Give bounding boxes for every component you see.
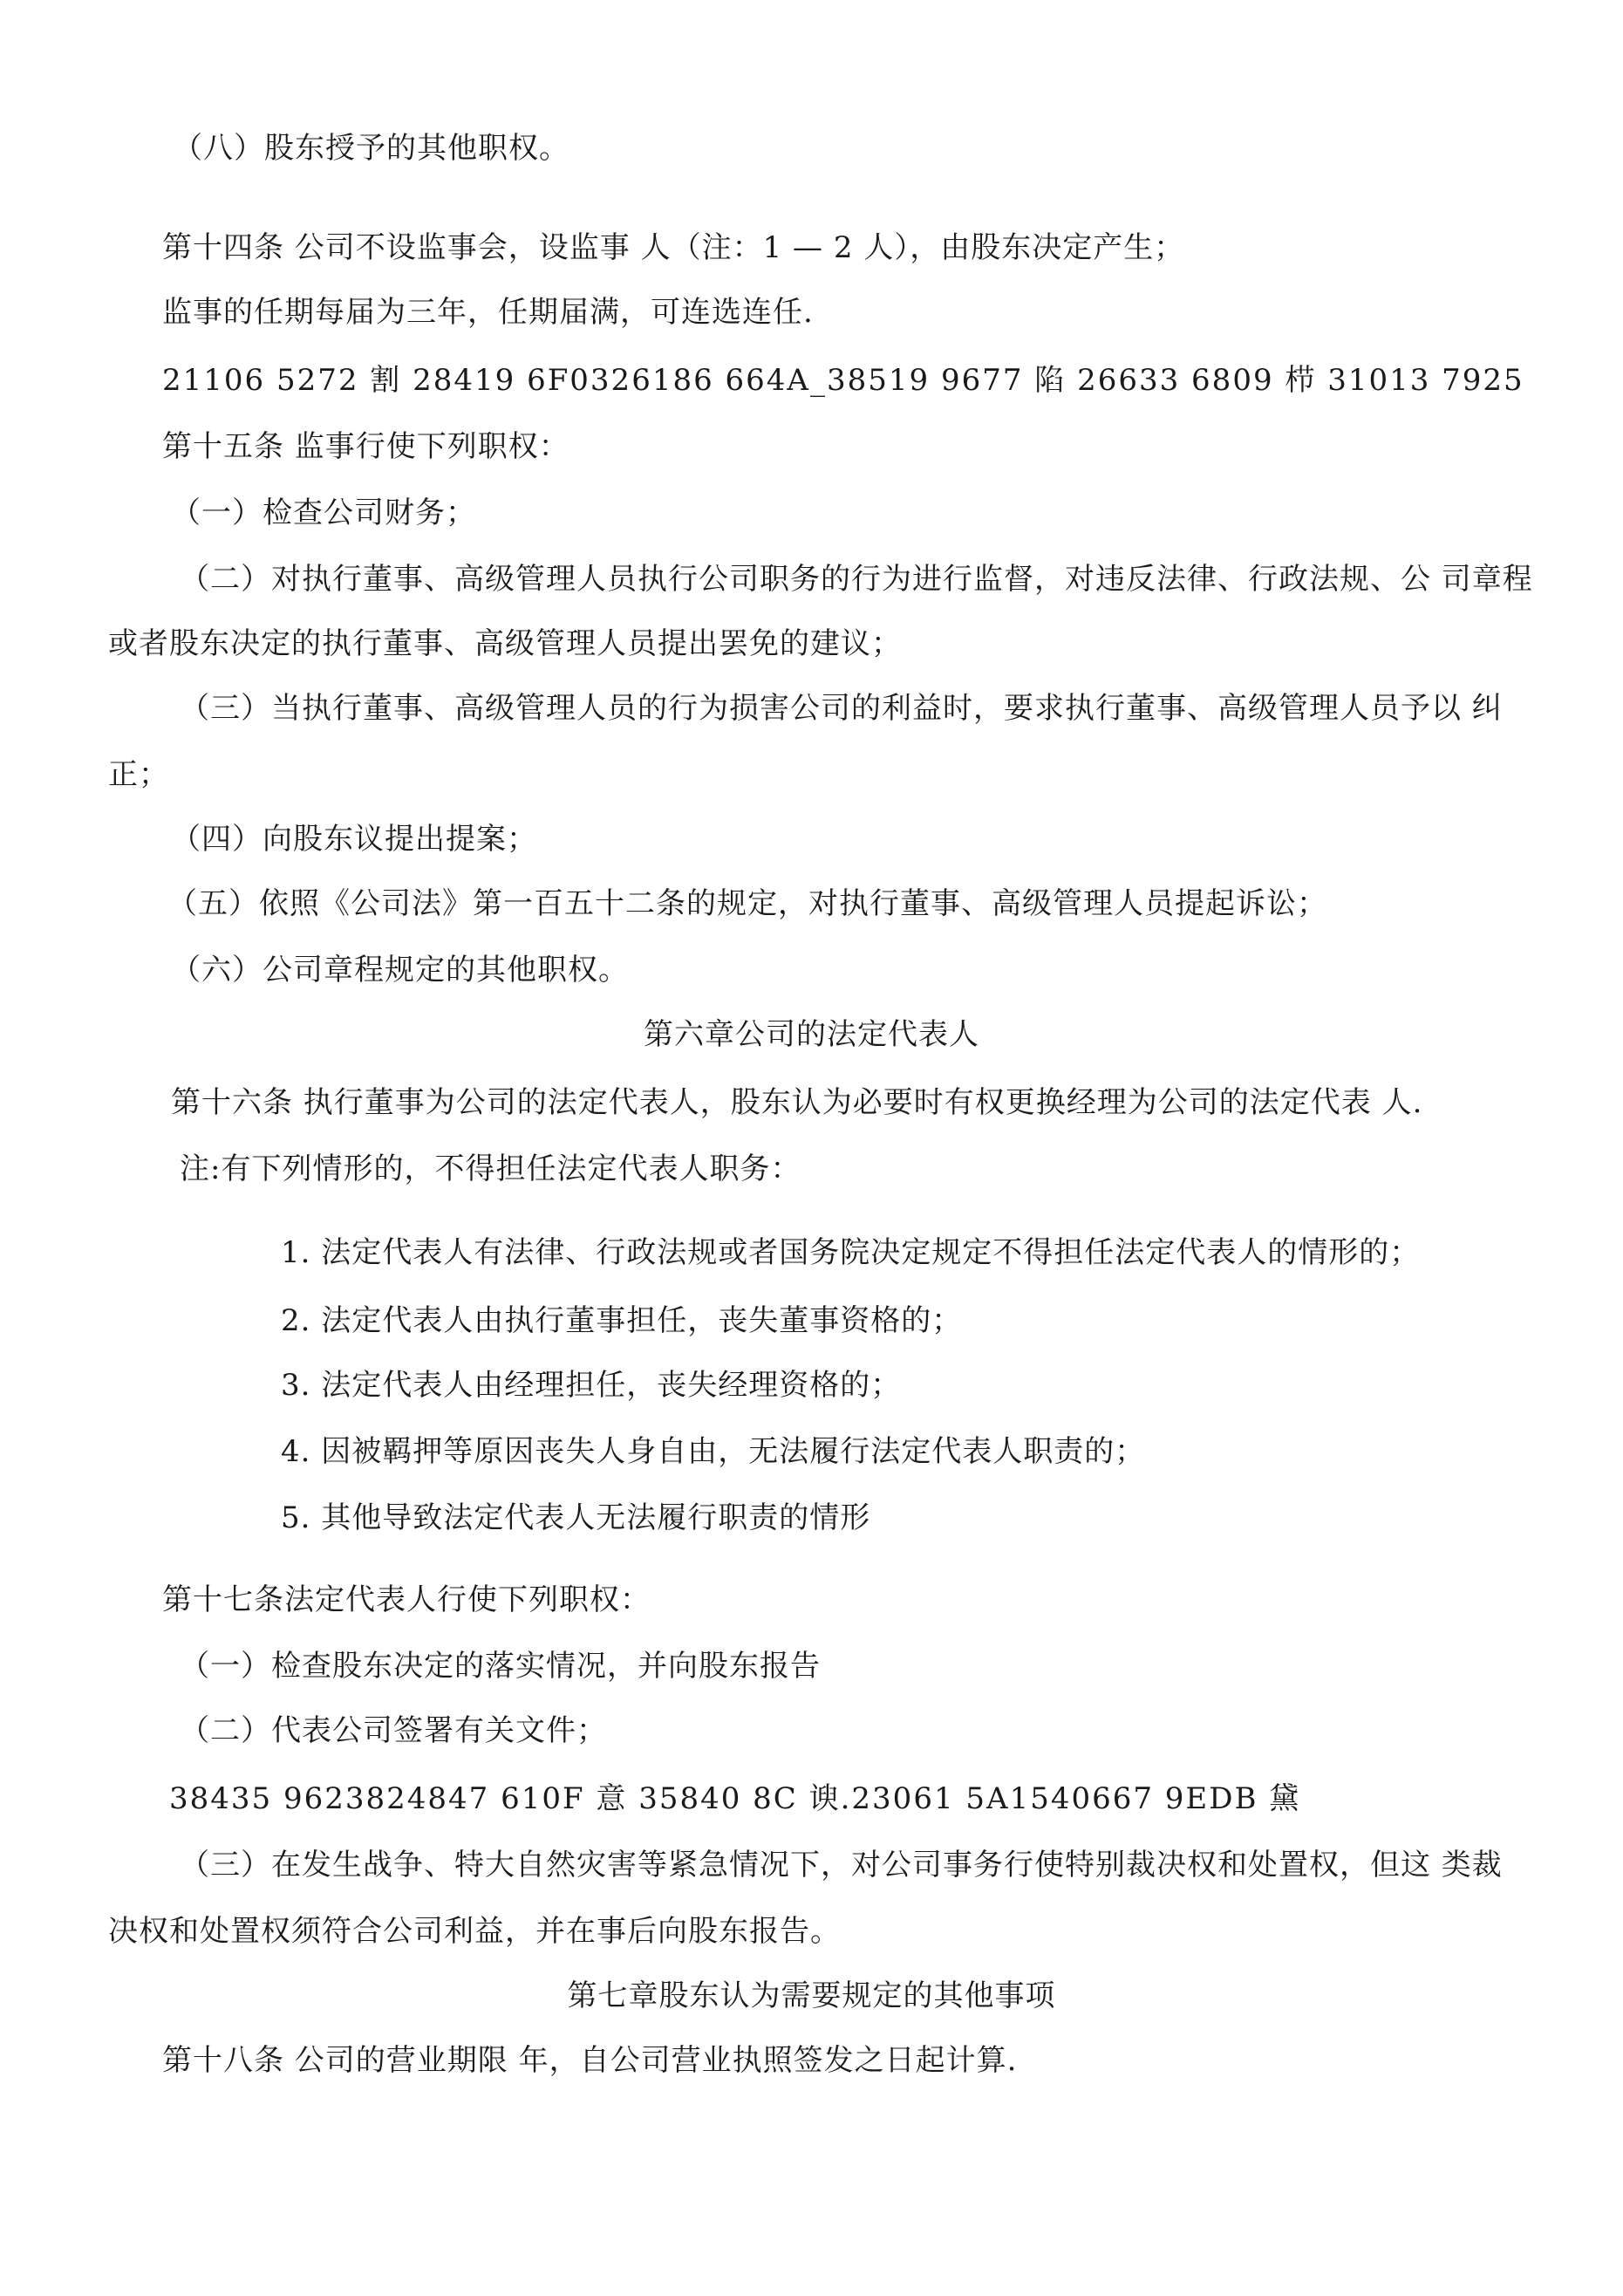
note-line: 注:有下列情形的，不得担任法定代表人职务：	[180, 1151, 801, 1186]
paragraph-17-item-1: （一）检查股东决定的落实情况，并向股东报告	[180, 1649, 821, 1684]
chapter-7-heading: 第七章股东认为需要规定的其他事项	[567, 1978, 1056, 2013]
paragraph-item-2: （二）对执行董事、高级管理人员执行公司职务的行为进行监督，对违反法律、行政法规、公 司章程	[180, 562, 1533, 597]
paragraph-item-6: （六）公司章程规定的其他职权。	[171, 953, 629, 987]
list-item-2: 2. 法定代表人由执行董事担任，丧失董事资格的；	[281, 1303, 963, 1338]
paragraph-item-4: （四）向股东议提出提案；	[171, 822, 537, 857]
list-item-1: 1. 法定代表人有法律、行政法规或者国务院决定规定不得担任法定代表人的情形的；	[281, 1235, 1421, 1270]
list-item-4: 4. 因被羁押等原因丧失人身自由，无法履行法定代表人职责的；	[281, 1434, 1146, 1469]
paragraph-17-item-2: （二）代表公司签署有关文件；	[180, 1713, 607, 1748]
list-item-3: 3. 法定代表人由经理担任，丧失经理资格的；	[281, 1368, 902, 1403]
article-18: 第十八条 公司的营业期限 年，自公司营业执照签发之日起计算.	[162, 2043, 1018, 2078]
code-line-2: 38435 9623824847 610F 意 35840 8C 谀.23061 5A1540667 9EDB 黛	[169, 1781, 1301, 1816]
paragraph-17-item-3: （三）在发生战争、特大自然灾害等紧急情况下，对公司事务行使特别裁决权和处置权，但这 类裁	[180, 1848, 1503, 1883]
paragraph-item-8: （八）股东授予的其他职权。	[173, 131, 569, 166]
article-15: 第十五条 监事行使下列职权：	[162, 429, 569, 464]
paragraph-item-3: （三）当执行董事、高级管理人员的行为损害公司的利益时，要求执行董事、高级管理人员予以 纠	[180, 691, 1503, 726]
article-14: 第十四条 公司不设监事会，设监事 人（注：1 — 2 人），由股东决定产生；	[162, 230, 1185, 265]
article-16: 第十六条 执行董事为公司的法定代表人，股东认为必要时有权更换经理为公司的法定代表 人.	[171, 1085, 1423, 1120]
paragraph-item-5: （五）依照《公司法》第一百五十二条的规定，对执行董事、高级管理人员提起诉讼；	[167, 886, 1327, 921]
chapter-6-heading: 第六章公司的法定代表人	[644, 1017, 979, 1052]
paragraph-17-item-3-cont: 决权和处置权须符合公司利益，并在事后向股东报告。	[108, 1914, 841, 1949]
paragraph-item-1: （一）检查公司财务；	[171, 495, 476, 530]
supervisor-term: 监事的任期每届为三年，任期届满，可连选连任.	[162, 295, 814, 330]
code-line-1: 21106 5272 割 28419 6F0326186 664A_38519 9677 陷 26633 6809 栉 31013 7925	[162, 363, 1524, 398]
list-item-5: 5. 其他导致法定代表人无法履行职责的情形	[281, 1500, 871, 1535]
paragraph-item-3-cont: 正；	[108, 757, 169, 792]
article-17: 第十七条法定代表人行使下列职权：	[162, 1582, 651, 1617]
paragraph-item-2-cont: 或者股东决定的执行董事、高级管理人员提出罢免的建议；	[108, 626, 902, 661]
